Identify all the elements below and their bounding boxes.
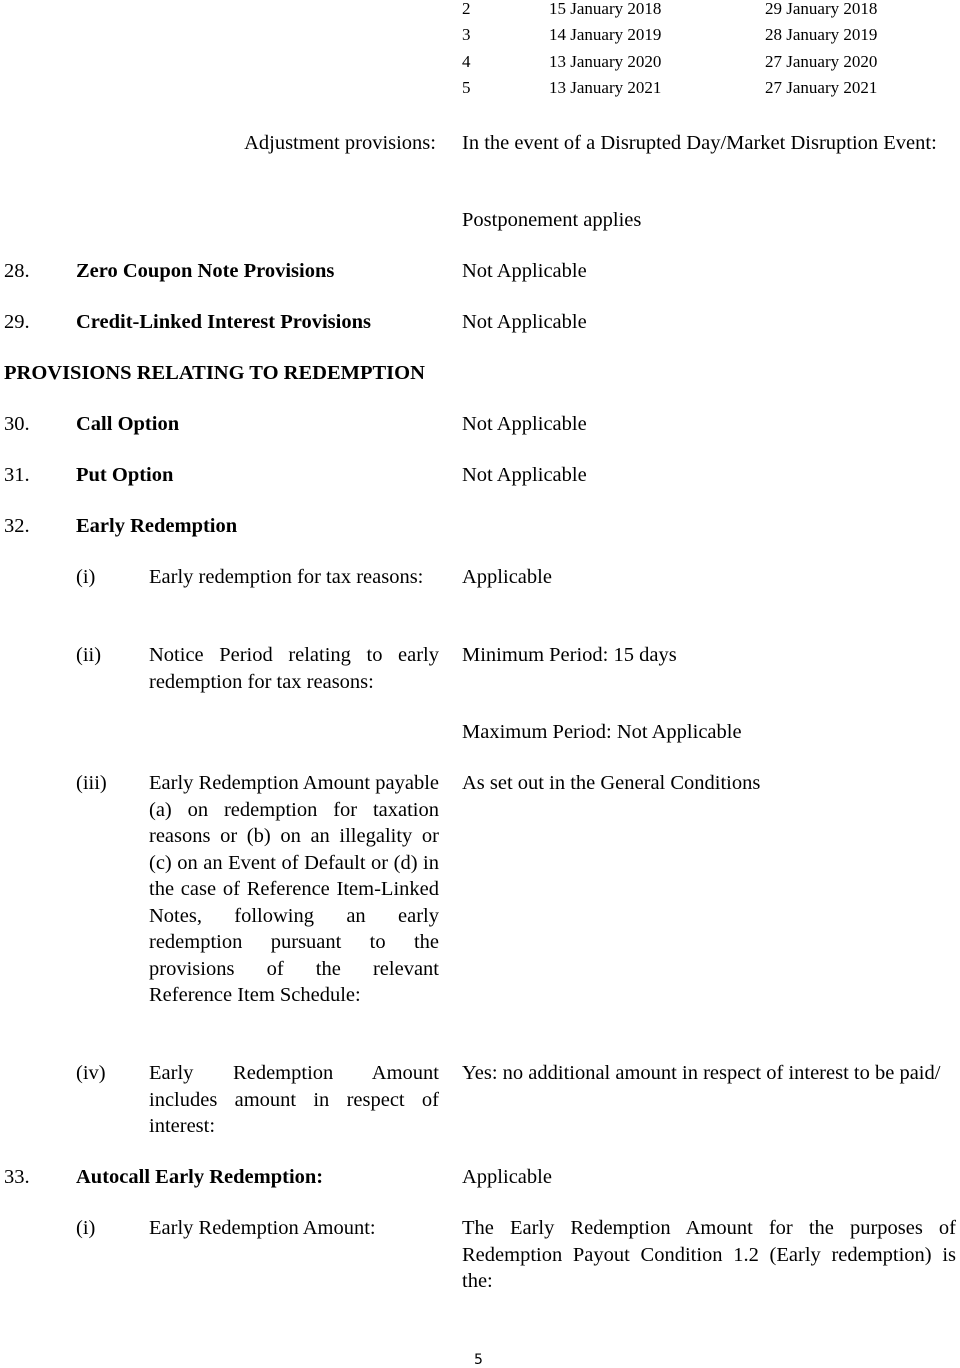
- row-date-b: 27 January 2020: [765, 52, 878, 71]
- item-32-iii-value: As set out in the General Conditions: [462, 772, 761, 794]
- row-date-b: 27 January 2021: [765, 78, 878, 97]
- item-30-number: 30.: [4, 413, 30, 435]
- item-29-label: Credit-Linked Interest Provisions: [76, 311, 371, 333]
- item-33-i-number: (i): [76, 1217, 96, 1239]
- row-date-a: 14 January 2019: [549, 25, 662, 44]
- item-33-number: 33.: [4, 1166, 30, 1188]
- row-number: 3: [462, 25, 471, 44]
- item-28-number: 28.: [4, 260, 30, 282]
- row-date-a: 13 January 2021: [549, 78, 662, 97]
- item-32-number: 32.: [4, 515, 30, 537]
- item-32-iii-number: (iii): [76, 772, 107, 794]
- item-30-label: Call Option: [76, 413, 180, 435]
- item-31-value: Not Applicable: [462, 464, 587, 486]
- row-date-b: 28 January 2019: [765, 25, 878, 44]
- item-31-label: Put Option: [76, 464, 174, 486]
- item-33-i-value: The Early Redemption Amount for the purposes of Redemption Payout Condition 1.2 (Early redemption) is the:: [462, 1217, 956, 1292]
- item-32-ii-value: Minimum Period: 15 days: [462, 644, 677, 666]
- item-32-i-number: (i): [76, 566, 96, 588]
- item-31-number: 31.: [4, 464, 30, 486]
- item-28-value: Not Applicable: [462, 260, 587, 282]
- table-row: [0, 49, 960, 75]
- table-row: [0, 0, 960, 22]
- item-33-i-label: Early Redemption Amount:: [149, 1217, 376, 1239]
- table-row: [0, 75, 960, 101]
- item-32-iv-number: (iv): [76, 1062, 106, 1084]
- row-date-b: 29 January 2018: [765, 0, 878, 18]
- item-30-value: Not Applicable: [462, 413, 587, 435]
- item-32-ii-label: Notice Period relating to early redemption for tax reasons:: [149, 644, 439, 693]
- item-32-label: Early Redemption: [76, 515, 238, 537]
- item-28-label: Zero Coupon Note Provisions: [76, 260, 335, 282]
- item-29-value: Not Applicable: [462, 311, 587, 333]
- row-number: 4: [462, 52, 471, 71]
- item-32-ii-value-2: Maximum Period: Not Applicable: [462, 721, 742, 743]
- adjustment-value-2: Postponement applies: [462, 209, 642, 231]
- item-32-iii-label: Early Redemption Amount payable (a) on redemption for taxation reasons or (b) on an illegality or (c) on an Event of Default or (d) in the case of Reference Item-Linked Notes, following an early redemption pursuant to the provisions of the relevant Reference Item Schedule:: [149, 772, 439, 1006]
- adjustment-value: In the event of a Disrupted Day/Market Disruption Event:: [462, 132, 937, 154]
- item-32-i-label: Early redemption for tax reasons:: [149, 566, 424, 588]
- item-33-value: Applicable: [462, 1166, 552, 1188]
- item-32-ii-number: (ii): [76, 644, 102, 666]
- row-number: 5: [462, 78, 471, 97]
- item-32-i-value: Applicable: [462, 566, 552, 588]
- row-number: 2: [462, 0, 471, 18]
- row-date-a: 13 January 2020: [549, 52, 662, 71]
- item-29-number: 29.: [4, 311, 30, 333]
- row-date-a: 15 January 2018: [549, 0, 662, 18]
- adjustment-label: Adjustment provisions:: [244, 132, 436, 154]
- item-32-iv-value: Yes: no additional amount in respect of interest to be paid/: [462, 1062, 941, 1084]
- item-32-iv-label: Early Redemption Amount includes amount in respect of interest:: [149, 1062, 439, 1137]
- table-row: [0, 22, 960, 48]
- section-heading: PROVISIONS RELATING TO REDEMPTION: [4, 362, 425, 384]
- item-33-label: Autocall Early Redemption:: [76, 1166, 324, 1188]
- page-number: 5: [474, 1352, 483, 1368]
